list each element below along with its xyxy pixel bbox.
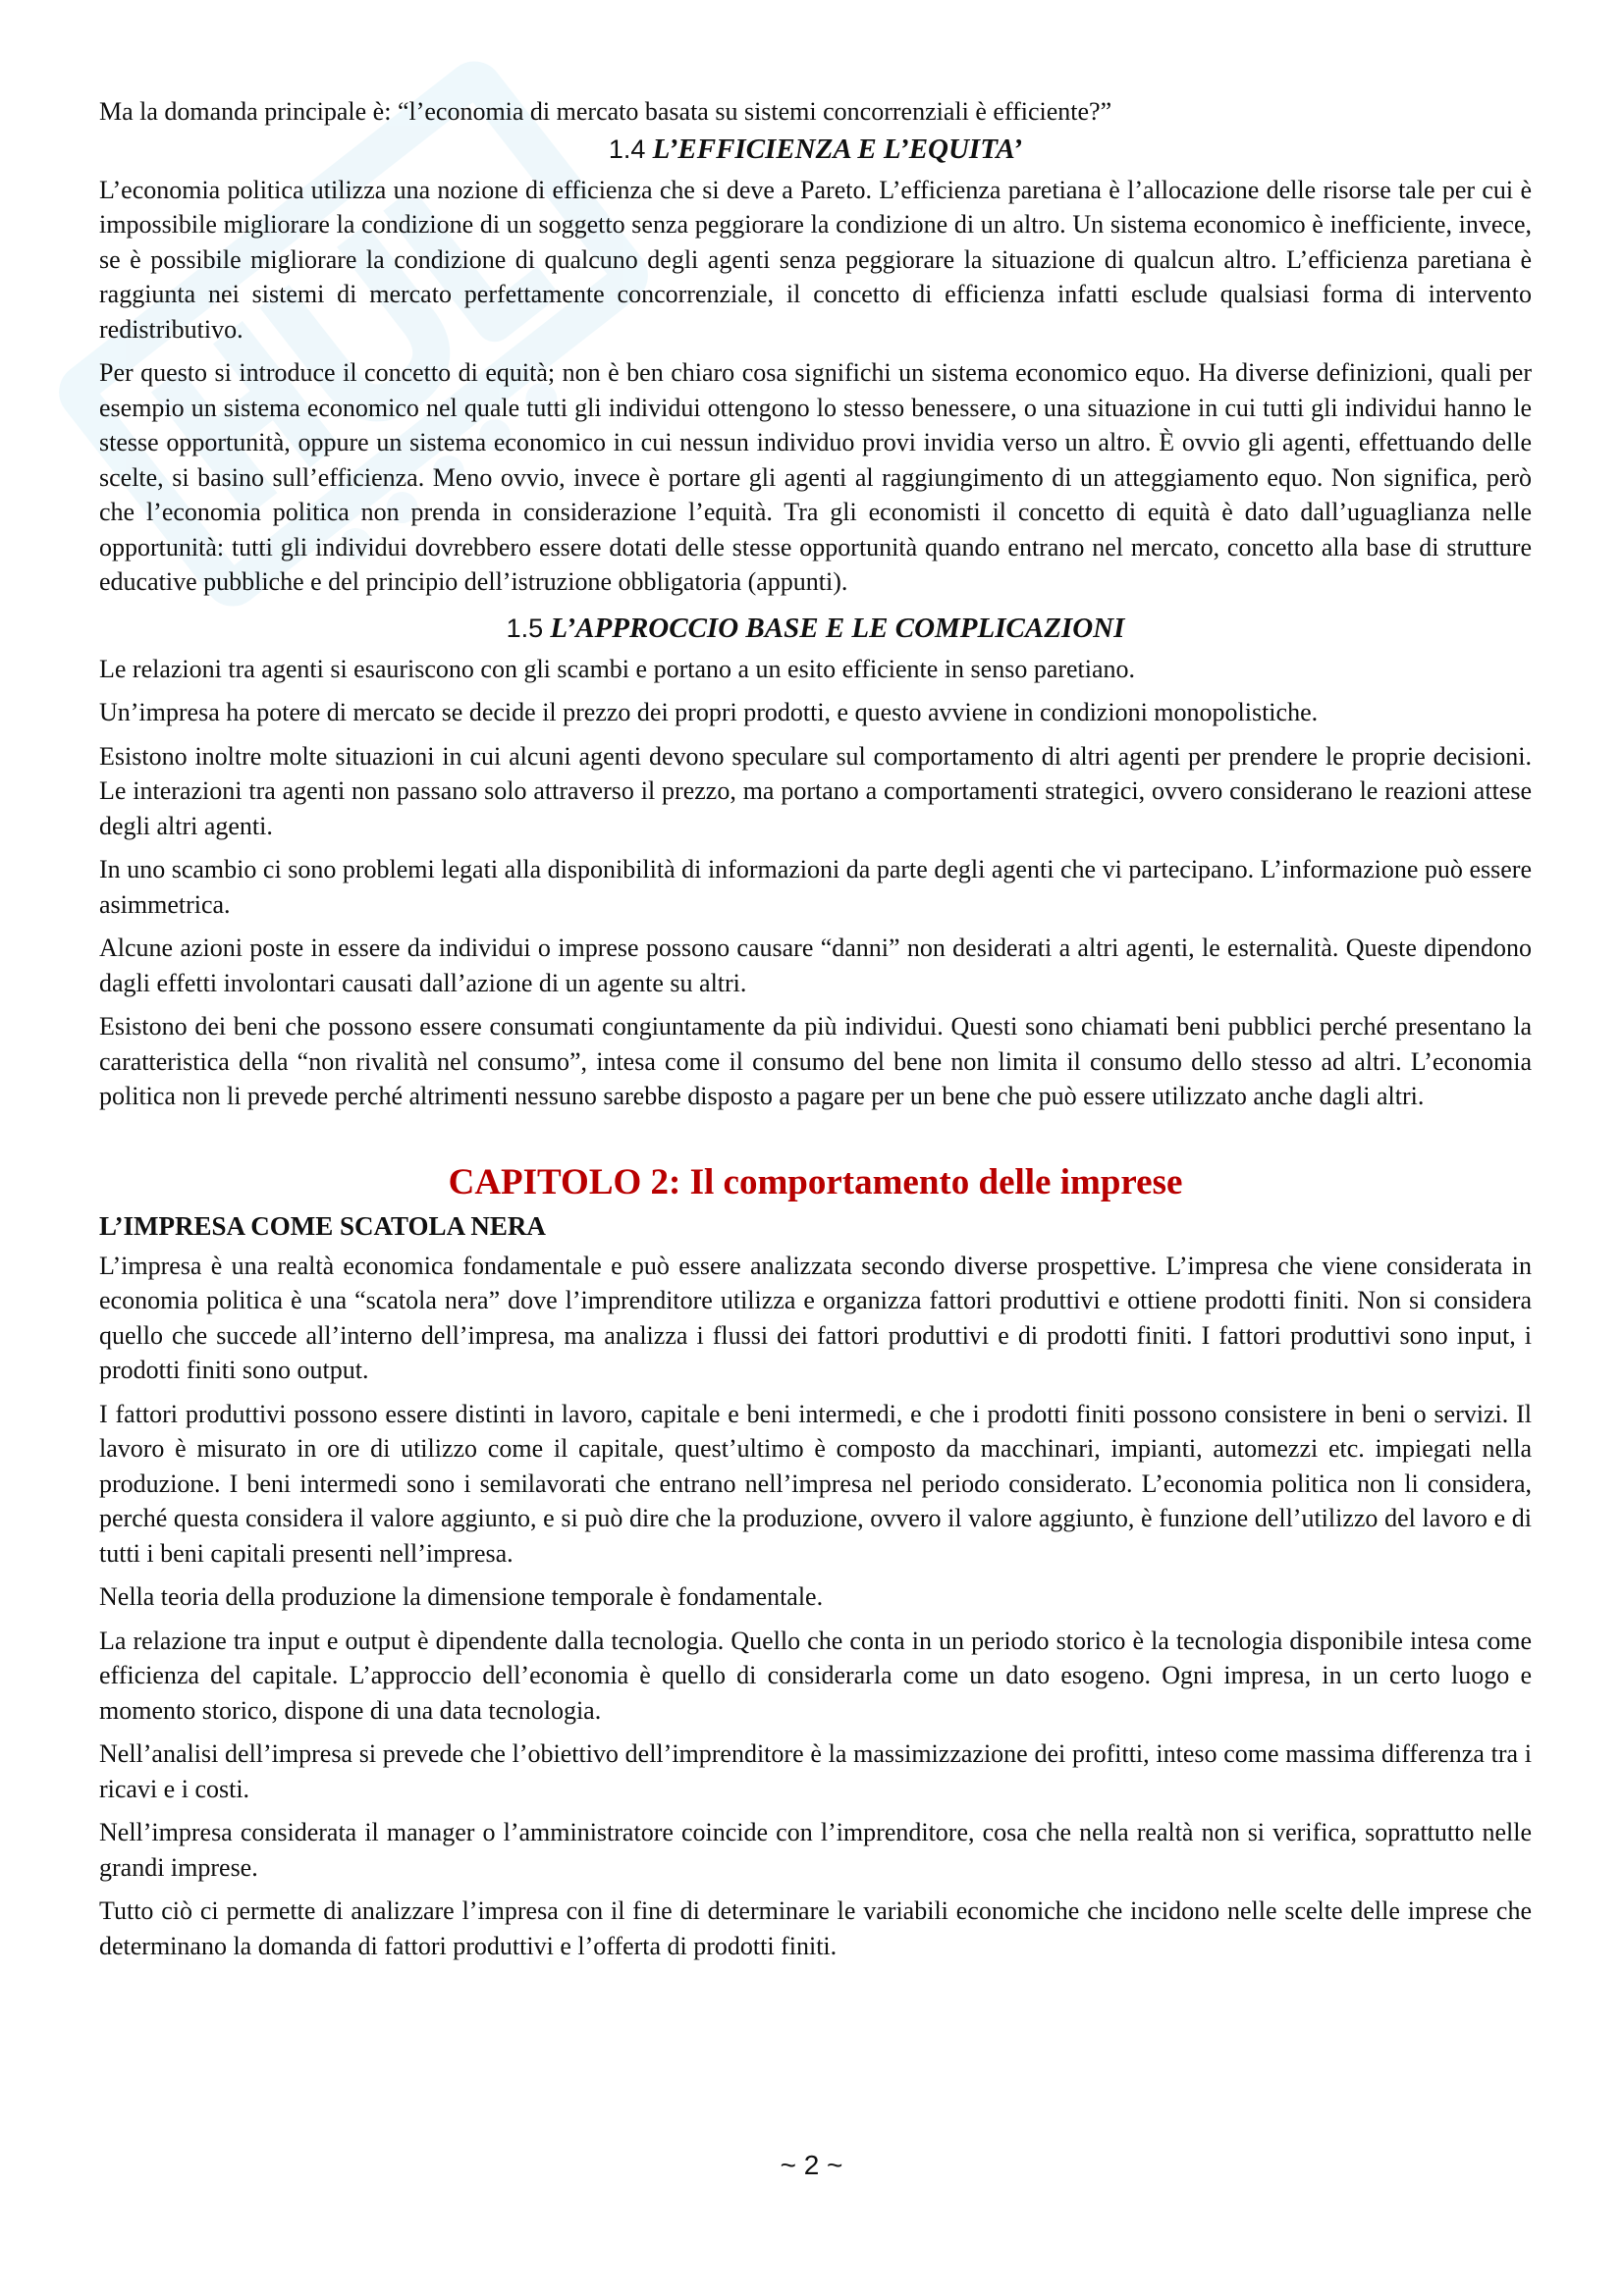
paragraph: Esistono dei beni che possono essere consumati congiuntamente da più individui. Questi sono chiamati beni pubblici perché presentano la caratteristica della “non rivalità nel consumo”, intesa come il consumo del bene non limita il consumo dello stesso ad altri. L’economia politica non li prevede perché altrimenti nessuno sarebbe disposto a pagare per un bene che può essere utilizzato anche dagli altri. (99, 1012, 1532, 1110)
section-number: 1.4 (608, 133, 646, 164)
chapter-subheading: L’IMPRESA COME SCATOLA NERA (99, 1210, 546, 1241)
paragraph: Nell’impresa considerata il manager o l’amministratore coincide con l’imprenditore, cosa che nella realtà non si verifica, soprattutto nelle grandi imprese. (99, 1818, 1532, 1882)
paragraph: L’impresa è una realtà economica fondamentale e può essere analizzata secondo diverse prospettive. L’impresa che viene considerata in economia politica è una “scatola nera” dove l’imprenditore utilizza e organizza fattori produttivi e ottiene prodotti finiti. Non si considera quello che succede all’interno dell’impresa, ma analizza i flussi dei fattori produttivi e di prodotti finiti. I fattori produttivi sono input, i prodotti finiti sono output. (99, 1251, 1532, 1384)
section-title: L’EFFICIENZA E L’EQUITA’ (652, 133, 1023, 165)
page-number: ~ 2 ~ (780, 2150, 843, 2180)
paragraph: Nell’analisi dell’impresa si prevede che l’obiettivo dell’imprenditore è la massimizzazione dei profitti, inteso come massima differenza tra i ricavi e i costi. (99, 1739, 1532, 1803)
paragraph: Nella teoria della produzione la dimensione temporale è fondamentale. (99, 1582, 824, 1611)
paragraph: Tutto ciò ci permette di analizzare l’impresa con il fine di determinare le variabili economiche che incidono nelle scelte delle imprese che determinano la domanda di fattori produttivi e l’offerta di prodotti finiti. (99, 1896, 1532, 1960)
paragraph: Un’impresa ha potere di mercato se decide il prezzo dei propri prodotti, e questo avviene in condizioni monopolistiche. (99, 698, 1319, 726)
paragraph: Alcune azioni poste in essere da individui o imprese possono causare “danni” non desiderati a altri agenti, le esternalità. Queste dipendono dagli effetti involontari causati dall’azione di un agente su altri. (99, 934, 1532, 997)
intro-paragraph: Ma la domanda principale è: “l’economia di mercato basata su sistemi concorrenziali è efficiente?” (99, 97, 1112, 126)
paragraph: I fattori produttivi possono essere distinti in lavoro, capitale e beni intermedi, e che i prodotti finiti possono consistere in beni o servizi. Il lavoro è misurato in ore di utilizzo come il capitale, quest’ultimo è composto da macchinari, impianti, automezzi etc. impiegati nella produzione. I beni intermedi sono i semilavorati che entrano nell’impresa nel periodo considerato. L’economia politica non li considera, perché questa considera il valore aggiunto, e si può dire che la produzione, ovvero il valore aggiunto, è funzione dell’utilizzo del lavoro e di tutti i beni capitali presenti nell’impresa. (99, 1399, 1532, 1568)
section-number: 1.5 (506, 613, 544, 643)
document-page (99, 94, 1532, 1972)
paragraph: Esistono inoltre molte situazioni in cui alcuni agenti devono speculare sul comportamento di altri agenti per prendere le proprie decisioni. Le interazioni tra agenti non passano solo attraverso il prezzo, ma portano a comportamenti strategici, ovvero considerano le reazioni attese degli altri agenti. (99, 741, 1532, 840)
paragraph: In uno scambio ci sono problemi legati alla disponibilità di informazioni da parte degli agenti che vi partecipano. L’informazione può essere asimmetrica. (99, 855, 1532, 919)
section-title: L’APPROCCIO BASE E LE COMPLICAZIONI (550, 612, 1125, 644)
paragraph: Per questo si introduce il concetto di equità; non è ben chiaro cosa significhi un sistema economico equo. Ha diverse definizioni, quali per esempio un sistema economico nel quale tutti gli individui ottengono lo stesso benessere, o una situazione in cui tutti gli individui hanno le stesse opportunità, oppure un sistema economico in cui nessun individuo provi invidia verso un altro. È ovvio gli agenti, effettuando delle scelte, si basino sull’efficienza. Meno ovvio, invece è portare gli agenti al raggiungimento di un atteggiamento equo. Non significa, però che l’economia politica non prenda in considerazione l’equità. Tra gli economisti il concetto di equità è dato dall’uguaglianza nelle opportunità: tutti gli individui dovrebbero essere dotati delle stesse opportunità quando entrano nel mercato, concetto alla base di strutture educative pubbliche e del principio dell’istruzione obbligatoria (appunti). (99, 358, 1532, 596)
paragraph: L’economia politica utilizza una nozione di efficienza che si deve a Pareto. L’efficienza paretiana è l’allocazione delle risorse tale per cui è impossibile migliorare la condizione di un soggetto senza peggiorare la condizione di un altro. Un sistema economico è inefficiente, invece, se è possibile migliorare la condizione di qualcuno degli agenti senza peggiorare la situazione di qualcun altro. L’efficienza paretiana è raggiunta nei sistemi di mercato perfettamente concorrenziale, il concetto di efficienza infatti esclude qualsiasi forma di intervento redistributivo. (99, 175, 1532, 344)
section-heading-1-4 (99, 130, 1532, 169)
chapter-title: CAPITOLO 2: Il comportamento delle imprese (448, 1161, 1183, 1202)
section-heading-1-5 (99, 609, 1532, 648)
paragraph: La relazione tra input e output è dipendente dalla tecnologia. Quello che conta in un periodo storico è la tecnologia disponibile intesa come efficienza del capitale. L’approccio dell’economia è quello di considerarla come un dato esogeno. Ogni impresa, in un certo luogo e momento storico, dispone di una data tecnologia. (99, 1626, 1532, 1725)
paragraph: Le relazioni tra agenti si esauriscono con gli scambi e portano a un esito efficiente in senso paretiano. (99, 654, 1136, 683)
